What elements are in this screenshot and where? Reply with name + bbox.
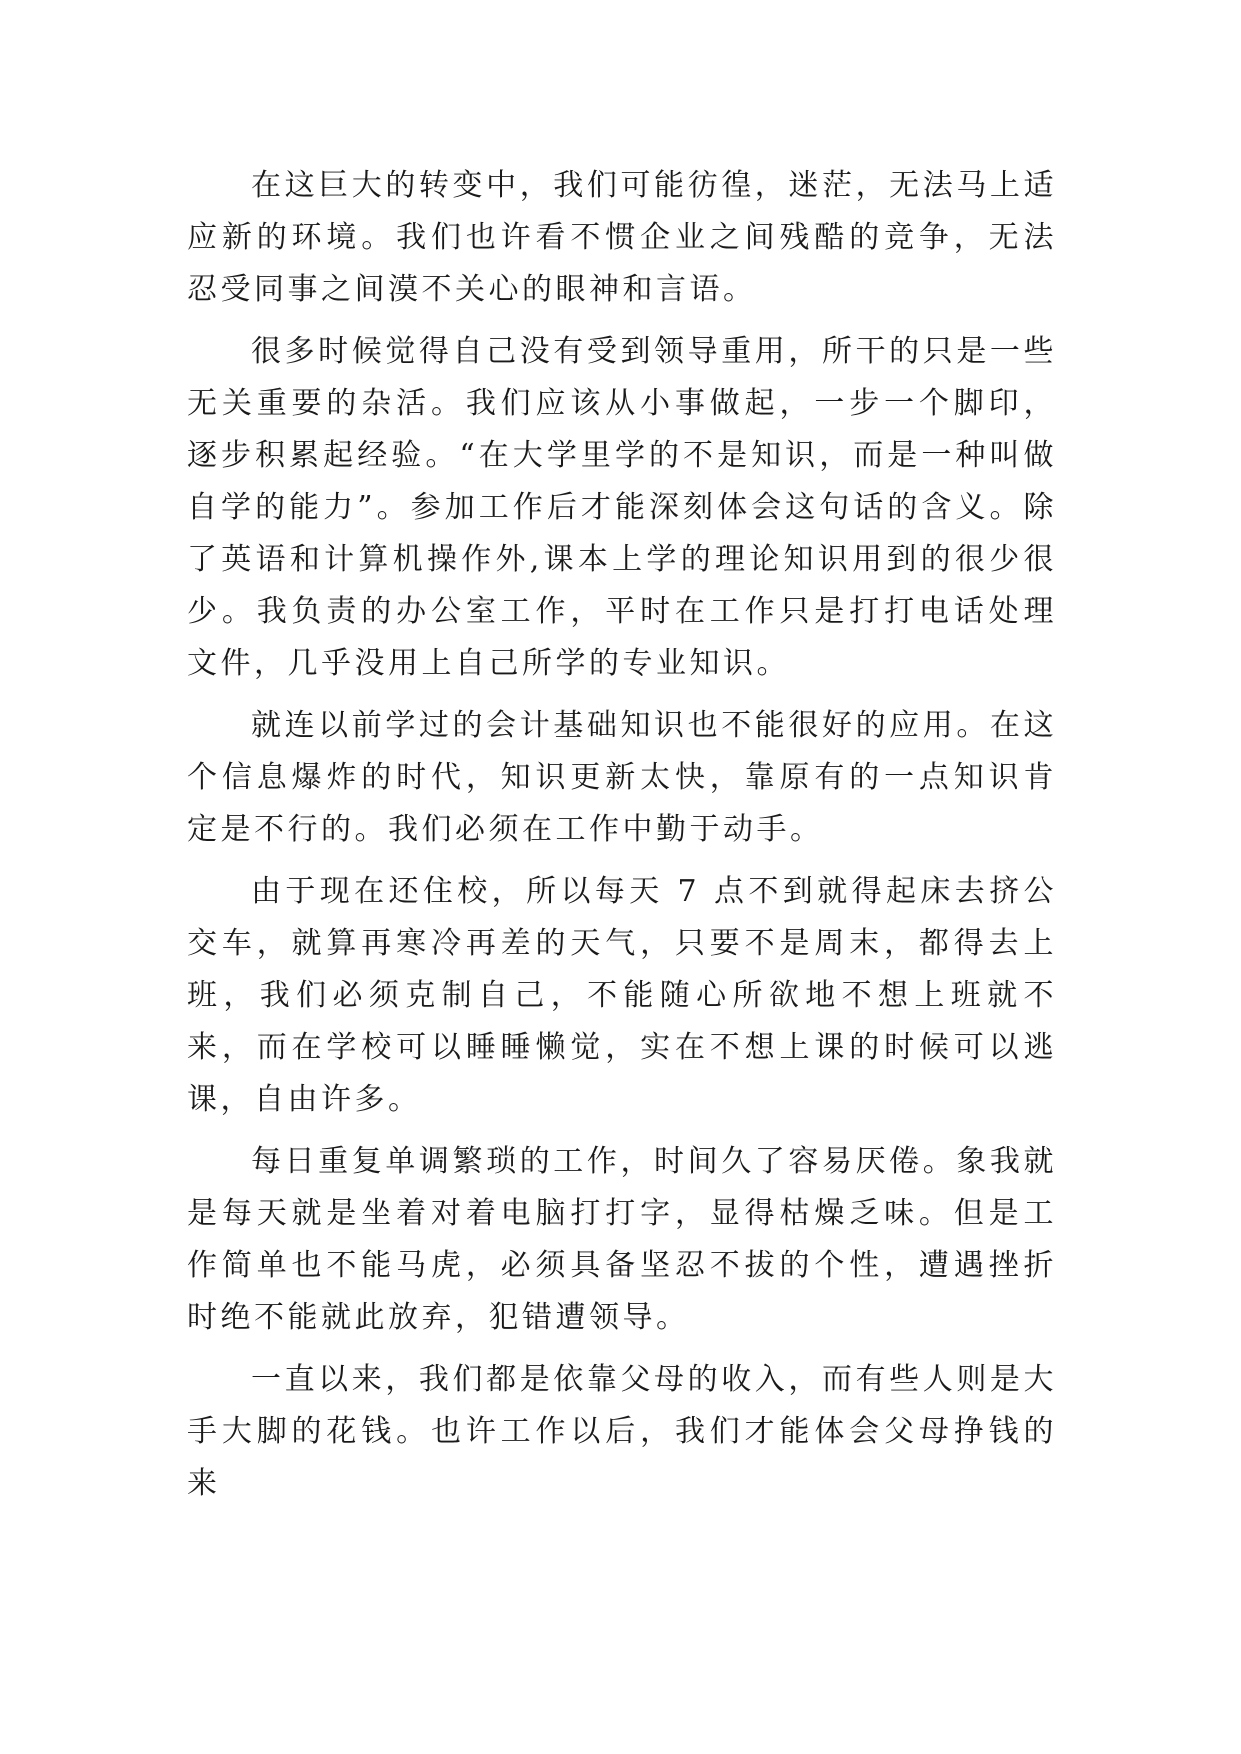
paragraph-1: 在这巨大的转变中，我们可能彷徨，迷茫，无法马上适应新的环境。我们也许看不惯企业之间残酷的竞争，无法忍受同事之间漠不关心的眼神和言语。	[187, 168, 1057, 307]
paragraph-5: 每日重复单调繁琐的工作，时间久了容易厌倦。象我就是每天就是坐着对着电脑打打字，显得枯燥乏味。但是工作简单也不能马虎，必须具备坚忍不拔的个性，遭遇挫折时绝不能就此放弃，犯错遭领导。	[187, 1144, 1057, 1335]
paragraph-6: 一直以来，我们都是依靠父母的收入，而有些人则是大手大脚的花钱。也许工作以后，我们才能体会父母挣钱的来	[187, 1362, 1057, 1501]
paragraph-2: 很多时候觉得自己没有受到领导重用，所干的只是一些无关重要的杂活。我们应该从小事做起，一步一个脚印，逐步积累起经验。“在大学里学的不是知识，而是一种叫做自学的能力”。参加工作后才能深刻体会这句话的含义。除了英语和计算机操作外,课本上学的理论知识用到的很少很少。我负责的办公室工作，平时在工作只是打打电话处理文件，几乎没用上自己所学的专业知识。	[187, 334, 1057, 681]
paragraph-4: 由于现在还住校，所以每天 7 点不到就得起床去挤公交车，就算再寒冷再差的天气，只要不是周末，都得去上班，我们必须克制自己，不能随心所欲地不想上班就不来，而在学校可以睡睡懒觉，实在不想上课的时候可以逃课，自由许多。	[187, 874, 1057, 1117]
document-body	[187, 160, 1057, 1510]
paragraph-3: 就连以前学过的会计基础知识也不能很好的应用。在这个信息爆炸的时代，知识更新太快，靠原有的一点知识肯定是不行的。我们必须在工作中勤于动手。	[187, 708, 1057, 847]
